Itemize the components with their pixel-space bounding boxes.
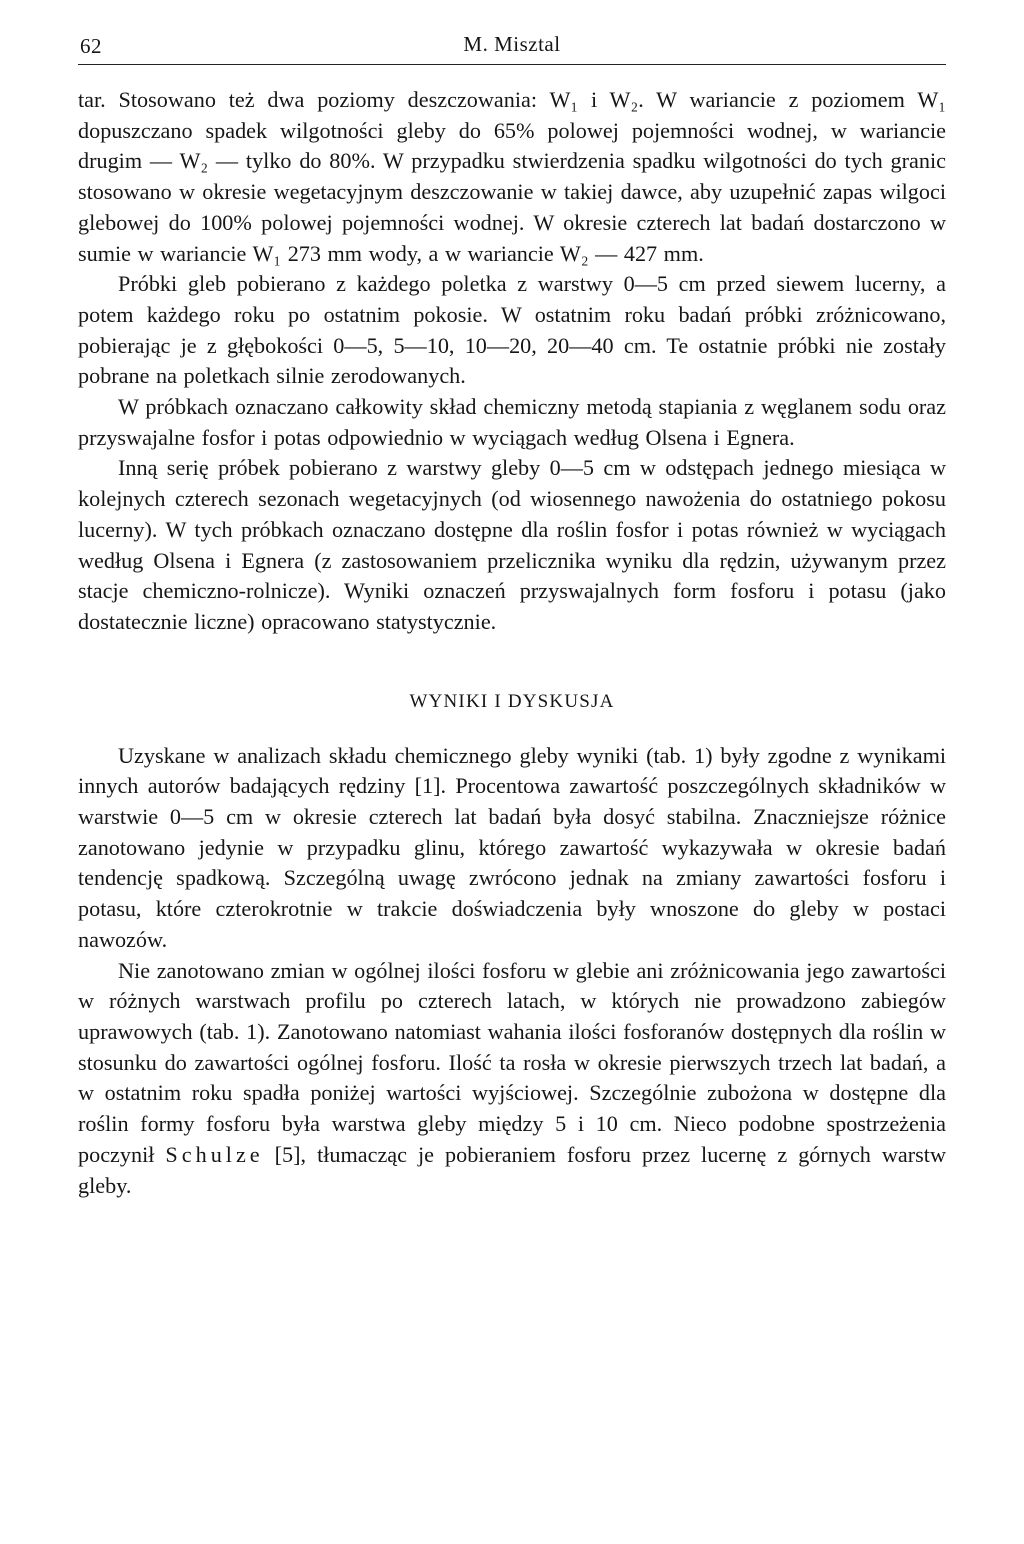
page-number: 62 <box>80 34 102 58</box>
paragraph-sampling: Próbki gleb pobierano z każdego poletka z warstwy 0—5 cm przed siewem lucerny, a potem każdego roku po ostatnim pokosie. W ostatnim roku badań próbki zróżnicowano, pobierając je z głębokości 0—5, 5—10, 10—20, 20—40 cm. Te ostatnie próbki nie zostały pobrane na poletkach silnie zerodowanych. <box>78 271 946 389</box>
section-heading: WYNIKI I DYSKUSJA <box>409 690 615 712</box>
author-name: Schulze <box>165 1141 264 1167</box>
header-rule <box>78 64 946 65</box>
paragraph-phosphorus-tail: [5], tłumacząc je pobieraniem fosforu przez lucernę z górnych warstw gleby. <box>78 1141 946 1198</box>
paragraph-results: Uzyskane w analizach składu chemicznego gleby wyniki (tab. 1) były zgodne z wynikami innych autorów badających rędziny [1]. Procentowa zawartość poszczególnych składników w warstwie 0—5 cm w okresie czterech lat badań była dosyć stabilna. Znaczniejsze różnice zanotowano jedynie w przypadku glinu, którego zawartość wykazywała w okresie badań tendencję spadkową. Szczególną uwagę zwrócono jednak na zmiany zawartości fosforu i potasu, które czterokrotnie w trakcie doświadczenia były wnoszone do gleby w postaci nawozów. <box>78 742 946 952</box>
paragraph-methods: W próbkach oznaczano całkowity skład chemiczny metodą stapiania z węglanem sodu oraz przyswajalne fosfor i potas odpowiednio w wyciągach według Olsena i Egnera. <box>78 394 946 450</box>
paragraph-phosphorus <box>78 956 946 1202</box>
running-title: M. Misztal <box>463 32 561 56</box>
document-page <box>78 30 946 1201</box>
running-header <box>78 30 946 64</box>
paragraph-monthly-samples: Inną serię próbek pobierano z warstwy gleby 0—5 cm w odstępach jednego miesiąca w kolejnych czterech sezonach wegetacyjnych (od wiosennego nawożenia do ostatniego pokosu lucerny). W tych próbkach oznaczano dostępne dla roślin fosfor i potas również w wyciągach według Olsena i Egnera (z zastosowaniem przelicznika wyniku dla rędzin, używanym przez stacje chemiczno-rolnicze). Wyniki oznaczeń przyswajalnych form fosforu i potasu (jako dostatecznie liczne) opracowano statystycznie. <box>78 455 946 634</box>
paragraph-phosphorus-text: Nie zanotowano zmian w ogólnej ilości fosforu w glebie ani zróżnicowania jego zawartości w różnych warstwach profilu po czterech latach, w których nie prowadzono zabiegów uprawowych (tab. 1). Zanotowano natomiast wahania ilości fosforanów dostępnych dla roślin w stosunku do zawartości ogólnej fosforu. Ilość ta rosła w okresie pierwszych trzech lat badań, a w ostatnim roku spadła poniżej wartości wyjściowej. Szczególnie zubożona w dostępne dla roślin formy fosforu była warstwa gleby między 5 i 10 cm. Nieco podobne spostrzeżenia poczynił <box>78 957 946 1167</box>
paragraph-continuation: tar. Stosowano też dwa poziomy deszczowania: W₁ i W₂. W wariancie z poziomem W₁ dopuszczano spadek wilgotności gleby do 65% polowej pojemności wodnej, w wariancie drugim — W₂ — tylko do 80%. W przypadku stwierdzenia spadku wilgotności do tych granic stosowano w okresie wegetacyjnym deszczowanie w takiej dawce, aby uzupełnić zapas wilgoci glebowej do 100% polowej pojemności wodnej. W okresie czterech lat badań dostarczono w sumie w wariancie W₁ 273 mm wody, a w wariancie W₂ — 427 mm. <box>78 87 946 266</box>
